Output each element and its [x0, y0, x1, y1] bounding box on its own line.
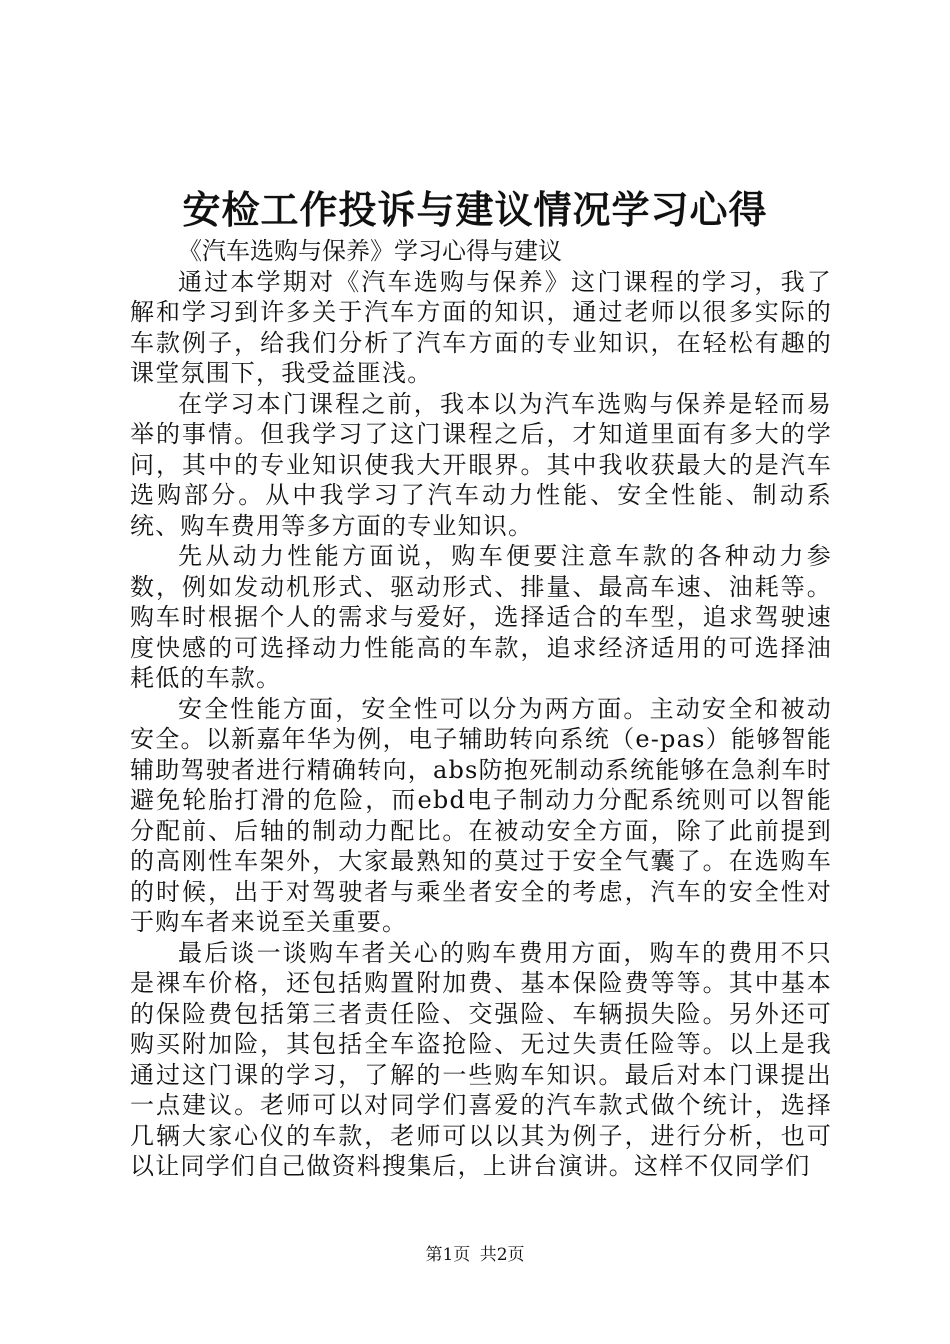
page-footer [0, 1244, 950, 1266]
paragraph-5: 最后谈一谈购车者关心的购车费用方面，购车的费用不只是裸车价格，还包括购置附加费、基本保险费等等。其中基本的保险费包括第三者责任险、交强险、车辆损失险。另外还可购买附加险，其包括全车盗抢险、无过失责任险等。以上是我通过这门课的学习，了解的一些购车知识。最后对本门课提出一点建议。老师可以对同学们喜爱的汽车款式做个统计，选择几辆大家心仪的车款，老师可以以其为例子，进行分析，也可以让同学们自己做资料搜集后，上讲台演讲。这样不仅同学们 [130, 938, 832, 1180]
paragraph-3: 先从动力性能方面说，购车便要注意车款的各种动力参数，例如发动机形式、驱动形式、排量、最高车速、油耗等。购车时根据个人的需求与爱好，选择适合的车型，追求驾驶速度快感的可选择动力性能高的车款，追求经济适用的可选择油耗低的车款。 [130, 542, 832, 692]
page-number: 第1页 [425, 1245, 471, 1265]
paragraph-4: 安全性能方面，安全性可以分为两方面。主动安全和被动安全。以新嘉年华为例，电子辅助转向系统（e-pas）能够智能辅助驾驶者进行精确转向，abs防抱死制动系统能够在急刹车时避免轮胎打滑的危险，而ebd电子制动力分配系统则可以智能分配前、后轴的制动力配比。在被动安全方面，除了此前提到的高刚性车架外，大家最熟知的莫过于安全气囊了。在选购车的时候，出于对驾驶者与乘坐者安全的考虑，汽车的安全性对于购车者来说至关重要。 [130, 694, 832, 936]
document-subtitle: 《汽车选购与保养》学习心得与建议 [178, 237, 562, 265]
paragraph-2: 在学习本门课程之前，我本以为汽车选购与保养是轻而易举的事情。但我学习了这门课程之后，才知道里面有多大的学问，其中的专业知识使我大开眼界。其中我收获最大的是汽车选购部分。从中我学习了汽车动力性能、安全性能、制动系统、购车费用等多方面的专业知识。 [130, 389, 832, 540]
document-body [130, 236, 832, 1182]
paragraph-1: 通过本学期对《汽车选购与保养》这门课程的学习，我了解和学习到许多关于汽车方面的知识，通过老师以很多实际的车款例子，给我们分析了汽车方面的专业知识，在轻松有趣的课堂氛围下，我受益匪浅。 [130, 267, 832, 387]
page-title: 安检工作投诉与建议情况学习心得 [182, 187, 768, 232]
page-total: 共2页 [479, 1245, 525, 1265]
